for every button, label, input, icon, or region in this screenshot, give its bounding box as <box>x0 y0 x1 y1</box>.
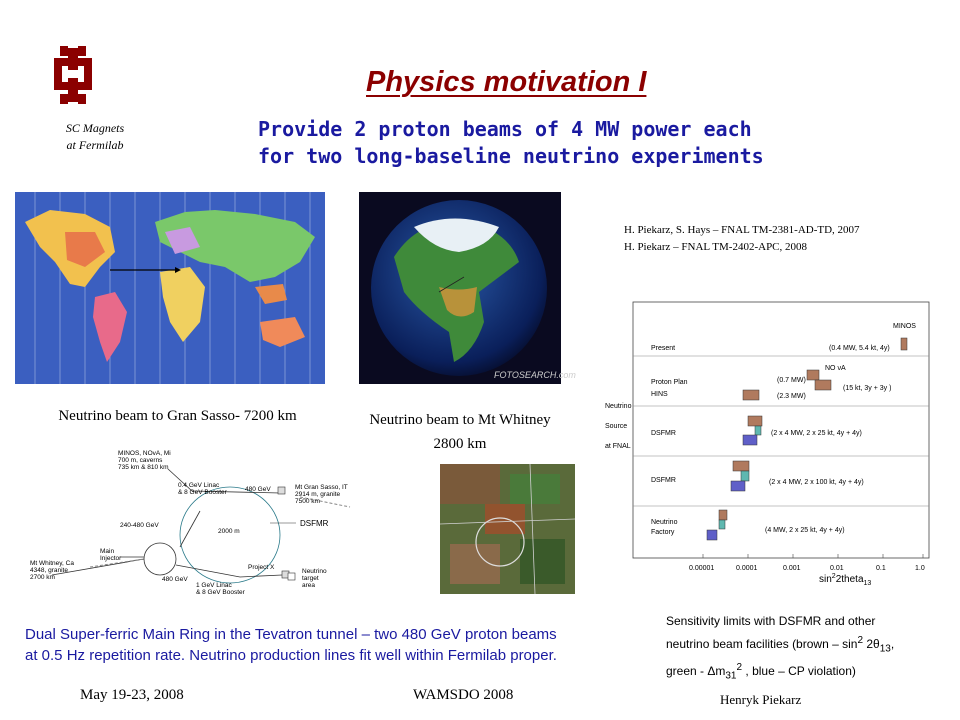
sens-caption-line <box>666 631 952 658</box>
linac-bottom-label: & 8 GeV Booster <box>196 589 245 596</box>
ring-description-line: Dual Super-ferric Main Ring in the Tevatron tunnel – two 480 GeV proton beams <box>25 626 557 643</box>
x-tick: 1.0 <box>915 565 925 572</box>
bar-dsfmr-100-blue <box>731 481 745 491</box>
x-tick: 0.1 <box>876 565 886 572</box>
globe-caption-line: Neutrino beam to Mt Whitney <box>369 412 551 428</box>
gran-sasso-label: Mt Gran Sasso, IT <box>295 484 348 491</box>
target-label: area <box>302 582 316 589</box>
beamline-diagram <box>20 447 420 599</box>
bar-proton-plan <box>815 380 831 390</box>
annotation: (4 MW, 2 x 25 kt, 4y + 4y) <box>765 527 845 534</box>
whitney-label: 4348, granite <box>30 567 68 574</box>
y-title: Neutrino <box>605 403 632 410</box>
sens-caption-text: 2θ <box>863 637 880 651</box>
x-tick: 0.001 <box>783 565 801 572</box>
sens-caption-line: Sensitivity limits with DSFMR and other <box>666 614 876 628</box>
ring-description-line: at 0.5 Hz repetition rate. Neutrino production lines fit well within Fermilab proper. <box>25 647 557 664</box>
project-x-label: Project X <box>248 564 275 571</box>
ring-description <box>25 624 655 666</box>
minos-label: 735 km & 810 km <box>118 464 169 471</box>
x-tick: 0.0001 <box>736 565 758 572</box>
bar-factory-brown <box>719 510 727 520</box>
globe-image <box>359 192 576 384</box>
globe-caption-line: 2800 km <box>433 436 487 452</box>
sens-caption-sup: 2 <box>857 635 863 646</box>
linac-bottom-label: 1 GeV Linac <box>196 582 232 589</box>
sens-caption-sub: 31 <box>725 670 737 682</box>
gran-sasso-label: 7500 km <box>295 498 320 505</box>
x-tick: 0.01 <box>830 565 844 572</box>
row-label: DSFMR <box>651 477 676 484</box>
map-caption: Neutrino beam to Gran Sasso- 7200 km <box>58 408 297 424</box>
world-map-image <box>15 192 325 384</box>
ring-length-label: 2000 m <box>218 528 240 535</box>
sens-caption-line <box>666 658 952 685</box>
row-label: HINS <box>651 391 668 398</box>
sens-caption-text: green - Δm <box>666 664 726 679</box>
row-label: Proton Plan <box>651 379 688 386</box>
references <box>624 222 860 256</box>
row-label: DSFMR <box>651 430 676 437</box>
bar-dsfmr-100-green <box>741 471 749 481</box>
bar-factory-green <box>719 520 725 529</box>
annotation: (0.4 MW, 5.4 kt, 4y) <box>829 345 890 352</box>
y-title: Source <box>605 423 628 430</box>
row-label: Factory <box>651 529 675 536</box>
annotation: (15 kt, 3y + 3y ) <box>843 385 892 392</box>
main-injector-label: Main <box>100 548 115 555</box>
aerial-photo <box>440 464 575 594</box>
slide-subtitle <box>258 116 818 170</box>
sens-caption-text: neutrino beam facilities (brown – sin <box>666 637 858 651</box>
slide-title: Physics motivation I <box>366 66 647 98</box>
linac-top-label: & 8 GeV Booster <box>178 489 227 496</box>
dsfmr-label: DSFMR <box>300 519 329 528</box>
bar-hins <box>743 390 759 400</box>
gran-sasso-label: 2914 m, granite <box>295 491 341 498</box>
globe-watermark: FOTOSEARCH.com <box>494 370 576 380</box>
x-label-sup: 2 <box>831 573 836 580</box>
subtitle-line: Provide 2 proton beams of 4 MW power each <box>258 117 752 141</box>
whitney-label: Mt Whitney, Ca <box>30 560 74 567</box>
annotation: (2.3 MW) <box>777 393 806 400</box>
gev480-top-label: 480 GeV <box>245 486 271 493</box>
gev480-bottom-label: 480 GeV <box>162 576 188 583</box>
reference-line: H. Piekarz – FNAL TM-2402-APC, 2008 <box>624 241 808 253</box>
bar-dsfmr-100-brown <box>733 461 749 471</box>
sens-caption-sub: 13 <box>879 643 891 655</box>
annotation: MINOS <box>893 323 916 330</box>
sens-caption-sup: 2 <box>736 662 743 674</box>
logo-caption-line: SC Magnets <box>65 121 125 135</box>
x-label-sub: 13 <box>863 580 872 587</box>
minos-label: MINOS, NOvA, Mi <box>118 450 171 457</box>
x-label-tail: 2theta <box>835 574 864 585</box>
subtitle-line: for two long-baseline neutrino experiments <box>258 144 764 168</box>
footer-conference: WAMSDO 2008 <box>413 687 514 703</box>
minos-label: 700 m, caverns <box>118 457 163 464</box>
x-tick: 0.00001 <box>689 565 715 572</box>
reference-line: H. Piekarz, S. Hays – FNAL TM-2381-AD-TD, 2007 <box>624 224 860 236</box>
bar-dsfmr-25-brown <box>748 416 762 426</box>
footer-date: May 19-23, 2008 <box>80 687 184 703</box>
bar-nova <box>807 370 819 380</box>
annotation: NO νA <box>825 365 846 372</box>
x-axis-label <box>819 573 871 587</box>
sens-caption-text: , blue – CP violation) <box>742 664 856 679</box>
logo-caption-line: at Fermilab <box>66 138 124 152</box>
logo-caption <box>40 120 150 154</box>
bar-dsfmr-25-green <box>755 426 761 435</box>
row-label: Neutrino <box>651 519 678 526</box>
sensitivity-plot <box>593 298 939 602</box>
row-label: Present <box>651 345 676 352</box>
whitney-label: 2700 km <box>30 574 55 581</box>
annotation: (0.7 MW) <box>777 377 806 384</box>
annotation: (2 x 4 MW, 2 x 25 kt, 4y + 4y) <box>771 430 862 437</box>
bar-factory-blue <box>707 530 717 540</box>
target-label: target <box>302 575 319 582</box>
fermilab-logo <box>52 44 94 106</box>
bar-minos <box>901 338 907 350</box>
sens-caption-text: , <box>890 637 895 651</box>
y-title: at FNAL <box>605 443 631 450</box>
annotation: (2 x 4 MW, 2 x 100 kt, 4y + 4y) <box>769 479 864 486</box>
main-injector-label: Injector <box>100 555 122 562</box>
gev240-label: 240-480 GeV <box>120 522 159 529</box>
bar-dsfmr-25-blue <box>743 435 757 445</box>
sensitivity-caption <box>666 612 952 686</box>
footer-author: Henryk Piekarz <box>720 692 802 707</box>
x-label-main: sin <box>819 574 832 585</box>
linac-top-label: 0.4 GeV Linac <box>178 482 220 489</box>
target-label: Neutrino <box>302 568 327 575</box>
